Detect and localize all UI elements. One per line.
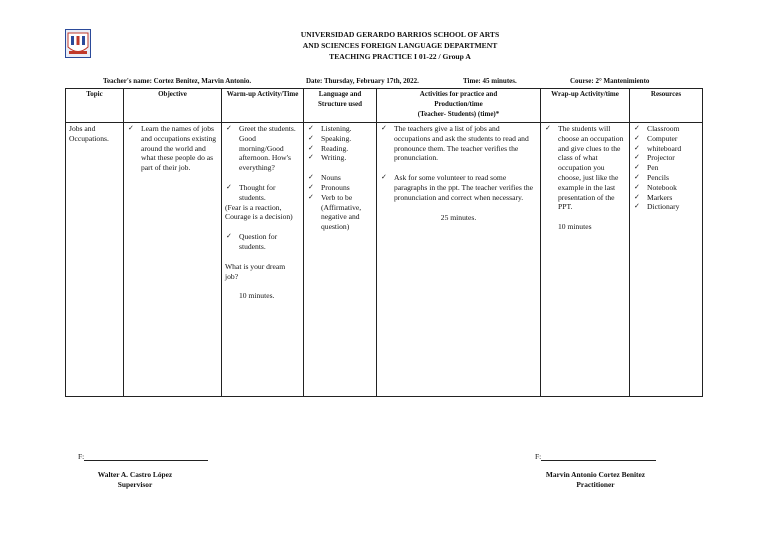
wrapup-item: ✓ The students will choose an occupation and give clues to the class of what occupation you choose, just like the example in the last presentation of the PPT. <box>544 124 626 212</box>
warmup-greeting: Good morning/Good afternoon. How's everything? <box>239 133 291 173</box>
warmup-cell <box>222 123 304 397</box>
resource-item: ✓ whiteboard <box>633 144 699 154</box>
activity-item: ✓ Ask for some volunteer to read some paragraphs in the ppt. The teacher verifies the pronunciation and correct when necessary. <box>380 173 537 202</box>
course: Course: 2° Mantenimiento <box>570 77 650 85</box>
title-line-1: UNIVERSIDAD GERARDO BARRIOS SCHOOL OF ARTS <box>300 30 500 39</box>
language-skill: ✓ Speaking. <box>307 134 373 144</box>
header-warmup: Warm-up Activity/Time <box>222 89 304 123</box>
warmup-item-question: ✓ Question for students. <box>225 232 300 252</box>
supervisor-signature-line <box>78 452 208 461</box>
resource-item: ✓ Markers <box>633 193 699 203</box>
supervisor-role: Supervisor <box>117 480 153 489</box>
resource-item: ✓ Notebook <box>633 183 699 193</box>
objective-item: ✓ Learn the names of jobs and occupations existing around the world and what these people do as part of their job. <box>127 124 218 173</box>
warmup-thought: (Fear is a reaction, Courage is a decision) <box>225 202 293 222</box>
resource-item: ✓ Computer <box>633 134 699 144</box>
resource-item: ✓ Projector <box>633 153 699 163</box>
practitioner-name: Marvin Antonio Cortez Benitez <box>545 470 646 479</box>
practitioner-signature-line <box>535 452 656 461</box>
warmup-time: 10 minutes. <box>239 291 275 301</box>
warmup-item-greet: ✓ Greet the students. <box>225 124 300 134</box>
practitioner-signature <box>528 470 663 490</box>
language-skill: ✓ Listening. <box>307 124 373 134</box>
teacher-name: Teacher's name: Cortez Benitez, Marvin Antonio. <box>103 77 252 85</box>
header-activities <box>377 89 541 123</box>
language-skill: ✓ Reading. <box>307 144 373 154</box>
resource-item: ✓ Dictionary <box>633 202 699 212</box>
resource-item: ✓ Pen <box>633 163 699 173</box>
warmup-question: What is your dream job? <box>225 261 286 281</box>
language-structure: ✓ Pronouns <box>307 183 373 193</box>
activity-item: ✓ The teachers give a list of jobs and occupations and ask the students to read and pronounce them. The teacher verifies the pronunciation. <box>380 124 537 163</box>
resource-item: ✓ Pencils <box>633 173 699 183</box>
header-wrapup: Wrap-up Activity/time <box>541 89 630 123</box>
resources-cell <box>630 123 703 397</box>
table-header-row <box>66 89 703 123</box>
wrapup-cell <box>541 123 630 397</box>
language-structure: ✓ Nouns <box>307 173 373 183</box>
header-topic: Topic <box>66 89 124 123</box>
warmup-item-thought: ✓ Thought for students. <box>225 183 300 203</box>
title-line-3: TEACHING PRACTICE I 01-22 / Group A <box>329 52 471 61</box>
signature-prefix: F: <box>78 452 85 461</box>
language-structure: ✓ Verb to be (Affirmative, negative and question) <box>307 193 373 232</box>
lesson-date: Date: Thursday, February 17th, 2022. <box>306 77 419 85</box>
header-activities-line-1: Activities for practice and <box>419 90 498 98</box>
resource-item: ✓ Classroom <box>633 124 699 134</box>
header-language: Language and Structure used <box>304 89 377 123</box>
header-resources: Resources <box>630 89 703 123</box>
wrapup-time: 10 minutes <box>558 222 592 232</box>
lesson-time: Time: 45 minutes. <box>463 77 517 85</box>
activities-cell <box>377 123 541 397</box>
university-logo <box>65 29 91 58</box>
header-activities-line-3: (Teacher- Students) (time)* <box>417 109 500 118</box>
signature-prefix: F: <box>535 452 542 461</box>
activities-time: 25 minutes. <box>440 212 477 222</box>
practitioner-role: Practitioner <box>576 480 615 489</box>
header-objective: Objective <box>124 89 222 123</box>
title-line-2: AND SCIENCES FOREIGN LANGUAGE DEPARTMENT <box>302 41 498 50</box>
document-title <box>200 29 600 62</box>
supervisor-name: Walter A. Castro López <box>97 470 173 479</box>
header-activities-line-2: Production/time <box>434 99 483 108</box>
language-cell <box>304 123 377 397</box>
lesson-plan-table <box>65 88 703 397</box>
topic-cell: Jobs and Occupations. <box>66 123 124 397</box>
language-skill: ✓ Writing. <box>307 153 373 163</box>
objective-cell <box>124 123 222 397</box>
supervisor-signature <box>70 470 200 490</box>
table-row <box>66 123 703 397</box>
